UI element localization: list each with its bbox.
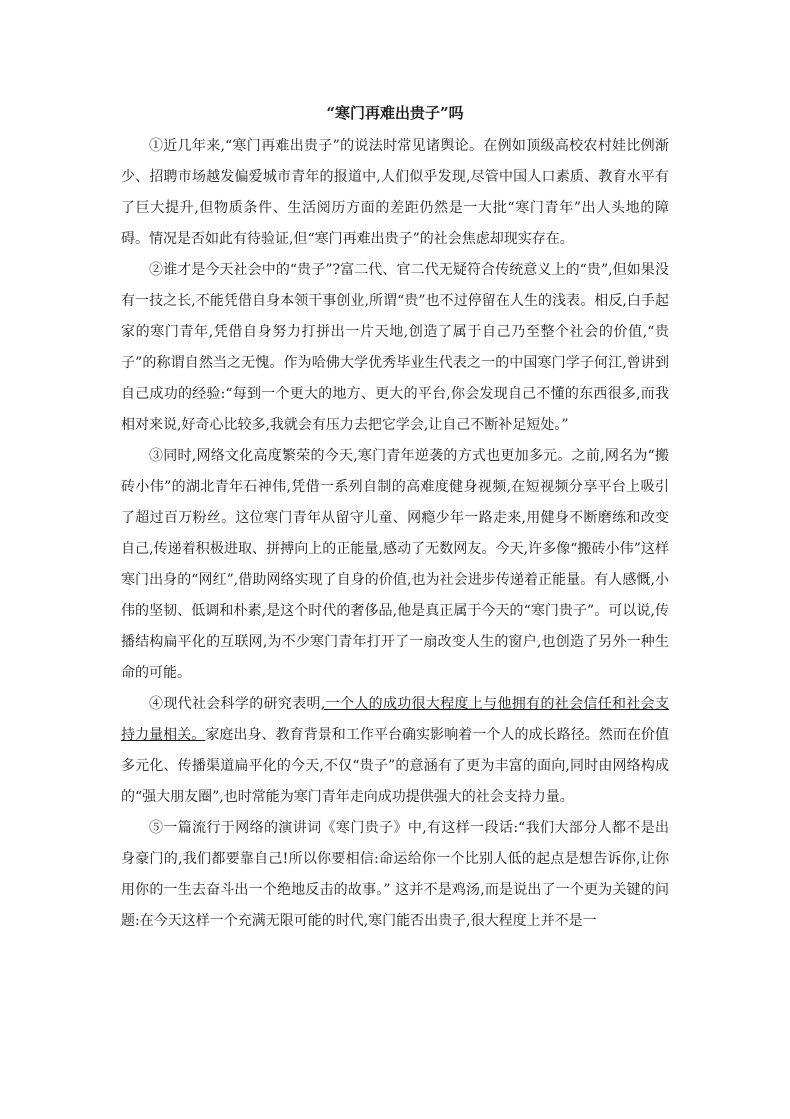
paragraph-2: ②谁才是今天社会中的“贵子”?富二代、官二代无疑符合传统意义上的“贵”,但如果没有一技之长,不能凭借自身本领干事创业,所谓“贵”也不过停留在人生的浅表。相反,白手起家的寒门青年,凭借自身努力打拼出一片天地,创造了属于自己乃至整个社会的价值,“贵子”的称谓自然当之无愧。作为哈佛大学优秀毕业生代表之一的中国寒门学子何江,曾讲到自己成功的经验:“每到一个更大的地方、更大的平台,你会发现自己不懂的东西很多,而我相对来说,好奇心比较多,我就会有压力去把它学会,让自己不断补足短处。”	[121, 262, 669, 433]
document-body	[121, 131, 669, 937]
paragraph-5: ⑤一篇流行于网络的演讲词《寒门贵子》中,有这样一段话:“我们大部分人都不是出身豪门的,我们都要靠自己!所以你要相信:命运给你一个比别人低的起点是想告诉你,让你用你的一生去奋斗出一个绝地反击的故事。” 这并不是鸡汤,而是说出了一个更为关键的问题:在今天这样一个充满无限可能的时代,寒门能否出贵子,很大程度上并不是一	[121, 820, 669, 929]
paragraph-4-lead: ④现代社会科学的研究表明	[149, 696, 321, 712]
paragraph-4-rest: 家庭出身、教育背景和工作平台确实影响着一个人的成长路径。然而在价值多元化、传播渠道扁平化的今天,不仅“贵子”的意涵有了更为丰富的面向,同时由网络构成的“强大朋友圈”,也时常能为寒门青年走向成功提供强大的社会支持力量。	[121, 727, 670, 805]
underlined-sentence: ,一个人的成功很大程度上与他拥有的社会信任和社会支持力量相关。	[121, 696, 670, 743]
paragraph-4	[121, 689, 669, 813]
paragraph-1: ①近几年来,“寒门再难出贵子”的说法时常见诸舆论。在例如顶级高校农村娃比例渐少、招聘市场越发偏爱城市青年的报道中,人们似乎发现,尽管中国人口素质、教育水平有了巨大提升,但物质条件、生活阅历方面的差距仍然是一大批“寒门青年”出人头地的障碍。情况是否如此有待验证,但“寒门再难出贵子”的社会焦虑却现实存在。	[121, 138, 669, 247]
paragraph-3: ③同时,网络文化高度繁荣的今天,寒门青年逆袭的方式也更加多元。之前,网名为“搬砖小伟”的湖北青年石神伟,凭借一系列自制的高难度健身视频,在短视频分享平台上吸引了超过百万粉丝。这位寒门青年从留守儿童、网瘾少年一路走来,用健身不断磨练和改变自己,传递着积极进取、拼搏向上的正能量,感动了无数网友。今天,许多像“搬砖小伟”这样寒门出身的“网红”,借助网络实现了自身的价值,也为社会进步传递着正能量。有人感慨,小伟的坚韧、低调和朴素,是这个时代的奢侈品,他是真正属于今天的“寒门贵子”。可以说,传播结构扁平化的互联网,为不少寒门青年打开了一扇改变人生的窗户,也创造了另外一种生命的可能。	[121, 448, 669, 681]
document-title: “寒门再难出贵子”吗	[326, 104, 464, 122]
